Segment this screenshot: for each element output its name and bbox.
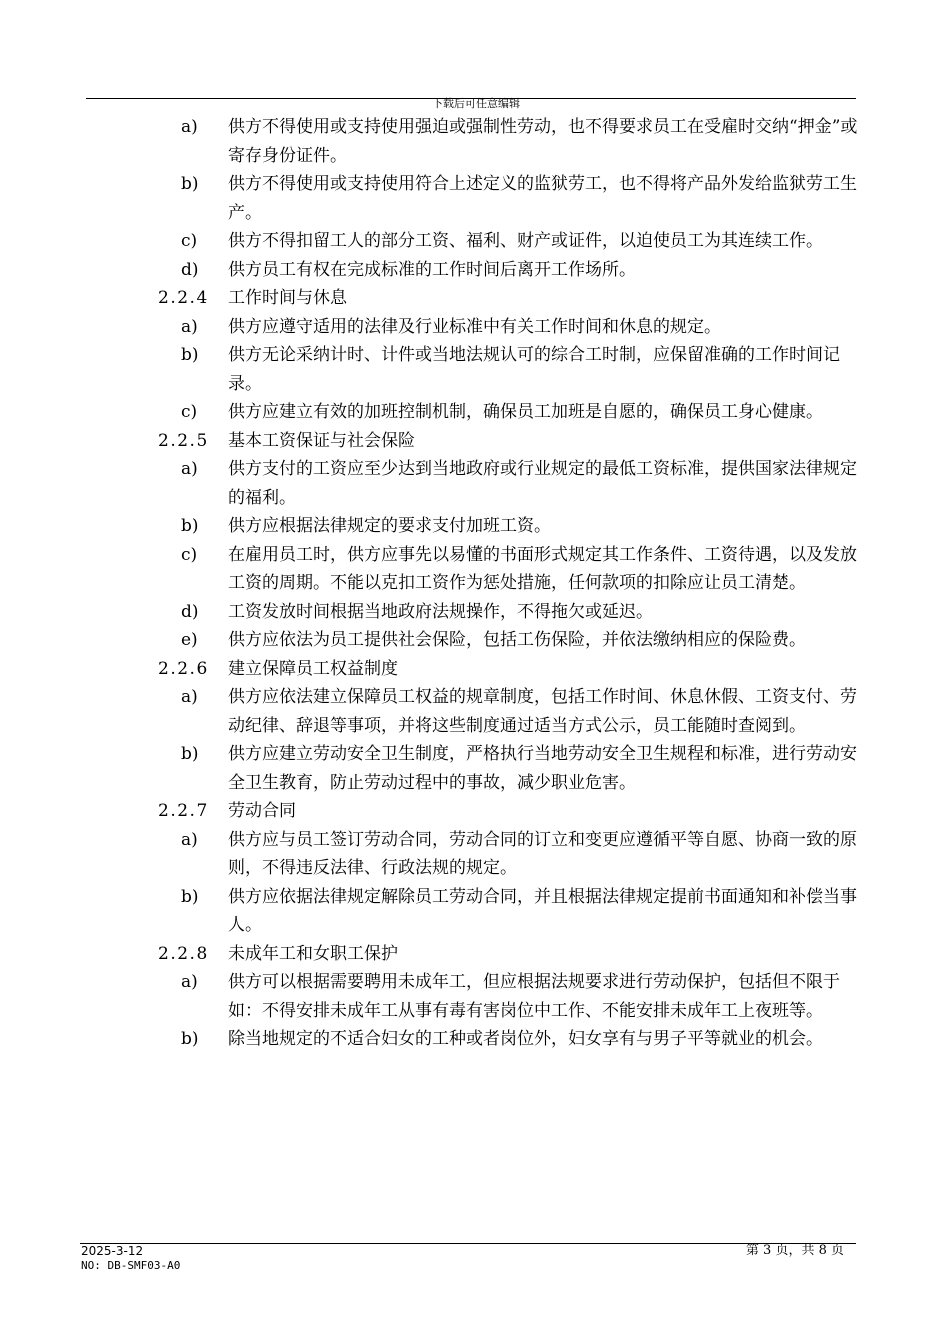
- section-heading: [0, 797, 950, 826]
- item-marker: a): [181, 459, 198, 479]
- item-text: 供方员工有权在完成标准的工作时间后离开工作场所。: [228, 259, 636, 280]
- item-marker: d): [181, 601, 199, 622]
- section-number: 2.2.8: [158, 943, 209, 964]
- item-text: 供方应依法建立保障员工权益的规章制度，包括工作时间、休息休假、工资支付、劳动纪律、辞退等事项，并将这些制度通过适当方式公示，员工能随时查阅到。: [228, 687, 857, 736]
- section-number: 2.2.6: [158, 658, 209, 679]
- item-text: 供方可以根据需要聘用未成年工，但应根据法规要求进行劳动保护，包括但不限于如：不得安排未成年工从事有毒有害岗位中工作、不能安排未成年工上夜班等。: [228, 972, 840, 1021]
- item-text: 除当地规定的不适合妇女的工种或者岗位外，妇女享有与男子平等就业的机会。: [228, 1029, 823, 1049]
- document-body: [0, 113, 950, 1054]
- footer-date: 2025-3-12: [81, 1244, 144, 1258]
- item-text: 供方应根据法律规定的要求支付加班工资。: [228, 516, 551, 536]
- item-marker: b): [181, 886, 199, 907]
- section-number: 2.2.5: [158, 430, 209, 451]
- item-marker: a): [181, 972, 198, 992]
- list-item: [0, 455, 950, 512]
- list-item: [0, 341, 950, 398]
- item-text: 供方应遵守适用的法律及行业标准中有关工作时间和休息的规定。: [228, 316, 721, 337]
- item-marker: a): [181, 687, 198, 707]
- item-marker: b): [181, 516, 199, 536]
- list-item: [0, 826, 950, 883]
- list-item: [0, 541, 950, 598]
- list-item: [0, 113, 950, 170]
- section-number: 2.2.4: [158, 288, 209, 308]
- item-marker: c): [181, 544, 198, 565]
- footer-rule: [80, 1243, 856, 1244]
- section-title: 建立保障员工权益制度: [228, 658, 398, 679]
- item-marker: a): [181, 117, 198, 137]
- list-item: [0, 683, 950, 740]
- item-marker: a): [181, 829, 198, 850]
- section-title: 未成年工和女职工保护: [228, 943, 398, 964]
- section-number: 2.2.7: [158, 801, 209, 821]
- list-item: [0, 883, 950, 940]
- footer-document-number: NO: DB-SMF03-A0: [81, 1259, 181, 1272]
- section-heading: [0, 655, 950, 684]
- list-item: [0, 256, 950, 285]
- item-marker: b): [181, 345, 199, 365]
- section-heading: [0, 427, 950, 456]
- list-item: [0, 598, 950, 627]
- item-text: 供方无论采纳计时、计件或当地法规认可的综合工时制，应保留准确的工作时间记录。: [228, 345, 840, 394]
- list-item: [0, 626, 950, 655]
- footer-page-number: 第 3 页，共 8 页: [745, 1243, 844, 1258]
- item-marker: e): [181, 630, 198, 650]
- list-item: [0, 398, 950, 427]
- section-heading: [0, 940, 950, 969]
- item-text: 供方应建立有效的加班控制机制，确保员工加班是自愿的，确保员工身心健康。: [228, 402, 823, 422]
- list-item: [0, 1025, 950, 1054]
- item-text: 供方应依法为员工提供社会保险，包括工伤保险，并依法缴纳相应的保险费。: [228, 630, 806, 650]
- item-text: 在雇用员工时，供方应事先以易懂的书面形式规定其工作条件、工资待遇，以及发放工资的周期。不能以克扣工资作为惩处措施，任何款项的扣除应让员工清楚。: [228, 544, 857, 593]
- list-item: [0, 740, 950, 797]
- item-marker: d): [181, 259, 199, 280]
- section-title: 劳动合同: [228, 801, 296, 821]
- item-text: 工资发放时间根据当地政府法规操作，不得拖欠或延迟。: [228, 601, 653, 622]
- item-marker: c): [181, 231, 198, 251]
- item-text: 供方应依据法律规定解除员工劳动合同，并且根据法律规定提前书面通知和补偿当事人。: [228, 886, 857, 935]
- item-text: 供方不得使用或支持使用强迫或强制性劳动，也不得要求员工在受雇时交纳“押金”或寄存身份证件。: [228, 117, 858, 166]
- item-marker: c): [181, 402, 198, 422]
- section-title: 基本工资保证与社会保险: [228, 430, 415, 451]
- item-marker: b): [181, 1029, 199, 1049]
- list-item: [0, 512, 950, 541]
- header-note: 下载后可任意编辑: [432, 97, 520, 110]
- list-item: [0, 170, 950, 227]
- section-heading: [0, 284, 950, 313]
- item-text: 供方应与员工签订劳动合同，劳动合同的订立和变更应遵循平等自愿、协商一致的原则，不得违反法律、行政法规的规定。: [228, 829, 857, 878]
- item-marker: b): [181, 744, 199, 764]
- item-text: 供方不得扣留工人的部分工资、福利、财产或证件，以迫使员工为其连续工作。: [228, 231, 823, 251]
- item-text: 供方支付的工资应至少达到当地政府或行业规定的最低工资标准，提供国家法律规定的福利。: [228, 459, 857, 508]
- list-item: [0, 313, 950, 342]
- list-item: [0, 227, 950, 256]
- item-text: 供方应建立劳动安全卫生制度，严格执行当地劳动安全卫生规程和标准，进行劳动安全卫生教育，防止劳动过程中的事故，减少职业危害。: [228, 744, 857, 793]
- item-text: 供方不得使用或支持使用符合上述定义的监狱劳工，也不得将产品外发给监狱劳工生产。: [228, 174, 857, 223]
- item-marker: a): [181, 316, 198, 337]
- item-marker: b): [181, 174, 199, 194]
- section-title: 工作时间与休息: [228, 288, 347, 308]
- list-item: [0, 968, 950, 1025]
